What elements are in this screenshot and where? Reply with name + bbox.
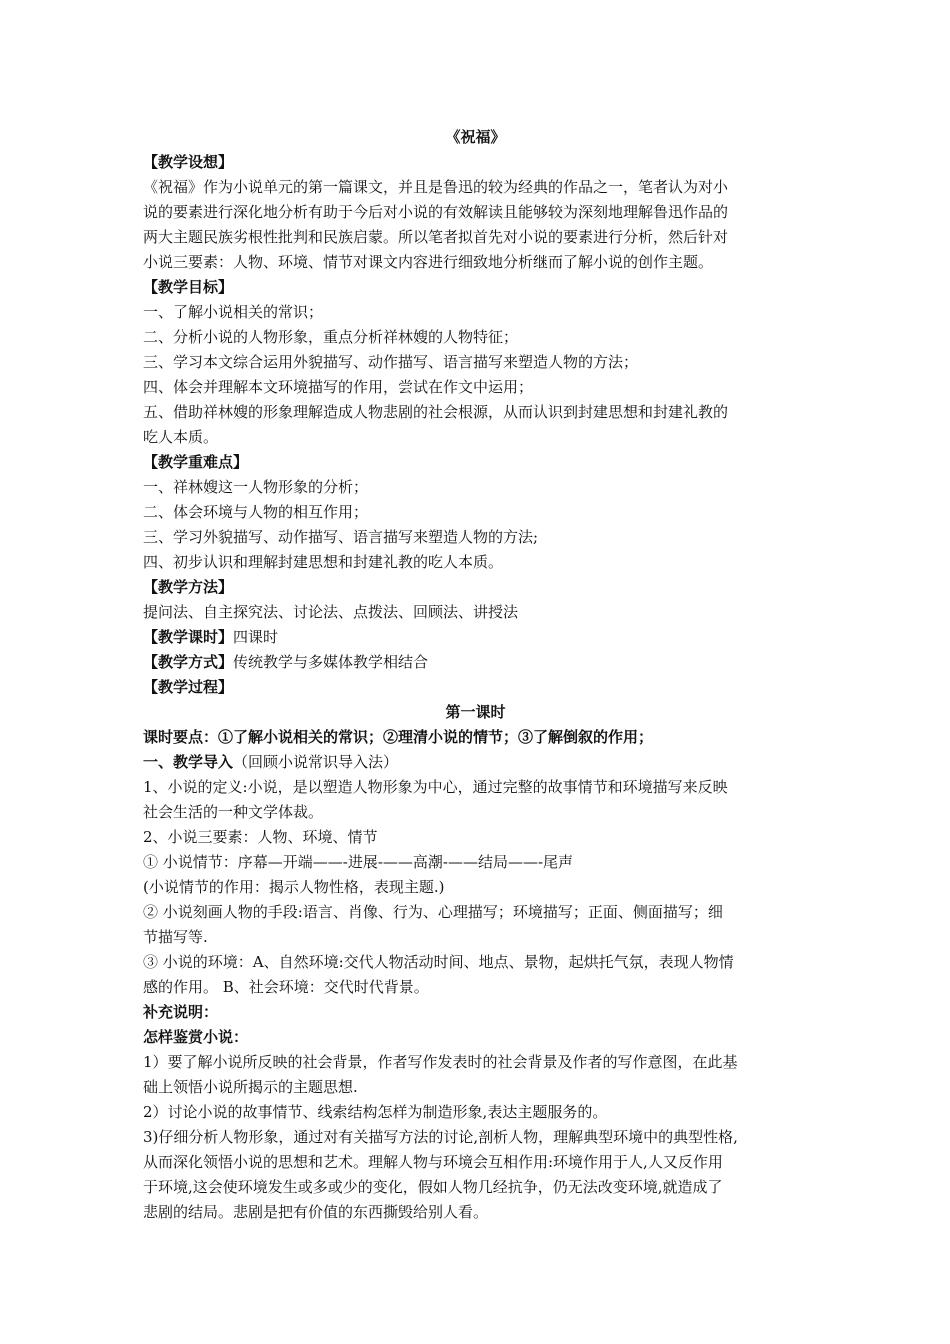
teaching-hours-row xyxy=(143,625,808,650)
heading-key-points: 【教学重难点】 xyxy=(143,453,249,471)
intro-note: （回顾小说常识导入法） xyxy=(233,753,399,771)
lesson-one-points: 课时要点：①了解小说相关的常识；②理清小说的情节；③了解倒叙的作用； xyxy=(143,728,654,746)
tail-line: 1）要了解小说所反映的社会背景，作者写作发表时的社会背景及作者的写作意图，在此基 xyxy=(143,1053,738,1071)
body-line: ③ 小说的环境：A、自然环境:交代人物活动时间、地点、景物，起烘托气氛，表现人物情 xyxy=(143,953,734,971)
goal-item: 四、体会并理解本文环境描写的作用，尝试在作文中运用； xyxy=(143,378,534,396)
paragraph-line: 《祝福》作为小说单元的第一篇课文，并且是鲁迅的较为经典的作品之一，笔者认为对小 xyxy=(143,178,729,196)
intro-row xyxy=(143,750,808,775)
key-point-item: 三、学习外貌描写、动作描写、语言描写来塑造人物的方法; xyxy=(143,528,539,546)
body-line: 1、小说的定义:小说，是以塑造人物形象为中心，通过完整的故事情节和环境描写来反映 xyxy=(143,778,728,796)
method-text: 提问法、自主探究法、讨论法、点拨法、回顾法、讲授法 xyxy=(143,603,519,621)
teaching-mode-value: 传统教学与多媒体教学相结合 xyxy=(233,653,429,671)
body-line: ② 小说刻画人物的手段:语言、肖像、行为、心理描写；环境描写；正面、侧面描写；细 xyxy=(143,903,723,921)
document-body xyxy=(143,125,808,1225)
tail-line: 悲剧的结局。悲剧是把有价值的东西撕毁给别人看。 xyxy=(143,1203,489,1221)
intro-label: 一、教学导入 xyxy=(143,753,234,771)
paragraph-line: 说的要素进行深化地分析有助于今后对小说的有效解读且能够较为深刻地理解鲁迅作品的 xyxy=(143,203,729,221)
supplement-heading: 补充说明： xyxy=(143,1003,219,1021)
goal-item: 三、学习本文综合运用外貌描写、动作描写、语言描写来塑造人物的方法； xyxy=(143,353,639,371)
body-line: ① 小说情节：序幕—开端——-进展-——高潮-——结局——-尾声 xyxy=(143,853,574,871)
body-line: 社会生活的一种文学体裁。 xyxy=(143,803,324,821)
tail-line: 3)仔细分析人物形象，通过对有关描写方法的讨论,剖析人物，理解典型环境中的典型性格, xyxy=(143,1128,738,1146)
teaching-hours-value: 四课时 xyxy=(233,628,279,646)
body-line: 节描写等. xyxy=(143,928,208,946)
document-title: 《祝福》 xyxy=(445,128,506,146)
appreciate-heading: 怎样鉴赏小说： xyxy=(143,1028,249,1046)
key-point-item: 二、体会环境与人物的相互作用； xyxy=(143,503,369,521)
tail-line: 从而深化领悟小说的思想和艺术。理解人物与环境会互相作用:环境作用于人,人又反作用 xyxy=(143,1153,723,1171)
goal-item: 吃人本质。 xyxy=(143,428,219,446)
goal-item: 二、分析小说的人物形象，重点分析祥林嫂的人物特征； xyxy=(143,328,519,346)
paragraph-line: 两大主题民族劣根性批判和民族启蒙。所以笔者拟首先对小说的要素进行分析，然后针对 xyxy=(143,228,729,246)
tail-line: 于环境,这会使环境发生或多或少的变化，假如人物几经抗争，仍无法改变环境,就造成了 xyxy=(143,1178,723,1196)
body-line: 2、小说三要素：人物、环境、情节 xyxy=(143,828,378,846)
key-point-item: 四、初步认识和理解封建思想和封建礼教的吃人本质。 xyxy=(143,553,504,571)
heading-teaching-hours: 【教学课时】 xyxy=(143,628,234,646)
goal-item: 五、借助祥林嫂的形象理解造成人物悲剧的社会根源，从而认识到封建思想和封建礼教的 xyxy=(143,403,729,421)
goal-item: 一、了解小说相关的常识； xyxy=(143,303,324,321)
heading-teaching-method: 【教学方法】 xyxy=(143,578,234,596)
paragraph-line: 小说三要素：人物、环境、情节对课文内容进行细致地分析继而了解小说的创作主题。 xyxy=(143,253,714,271)
tail-line: 础上领悟小说所揭示的主题思想. xyxy=(143,1078,358,1096)
key-point-item: 一、祥林嫂这一人物形象的分析； xyxy=(143,478,369,496)
heading-teaching-mode: 【教学方式】 xyxy=(143,653,234,671)
heading-teaching-process: 【教学过程】 xyxy=(143,678,234,696)
teaching-mode-row xyxy=(143,650,808,675)
heading-teaching-goals: 【教学目标】 xyxy=(143,278,234,296)
heading-teaching-design: 【教学设想】 xyxy=(143,153,234,171)
body-line: 感的作用。 B、社会环境：交代时代背景。 xyxy=(143,978,429,996)
tail-line: 2）讨论小说的故事情节、线索结构怎样为制造形象,表达主题服务的。 xyxy=(143,1103,608,1121)
lesson-one-title: 第一课时 xyxy=(445,703,506,721)
body-line: (小说情节的作用：揭示人物性格，表现主题.) xyxy=(143,878,445,896)
